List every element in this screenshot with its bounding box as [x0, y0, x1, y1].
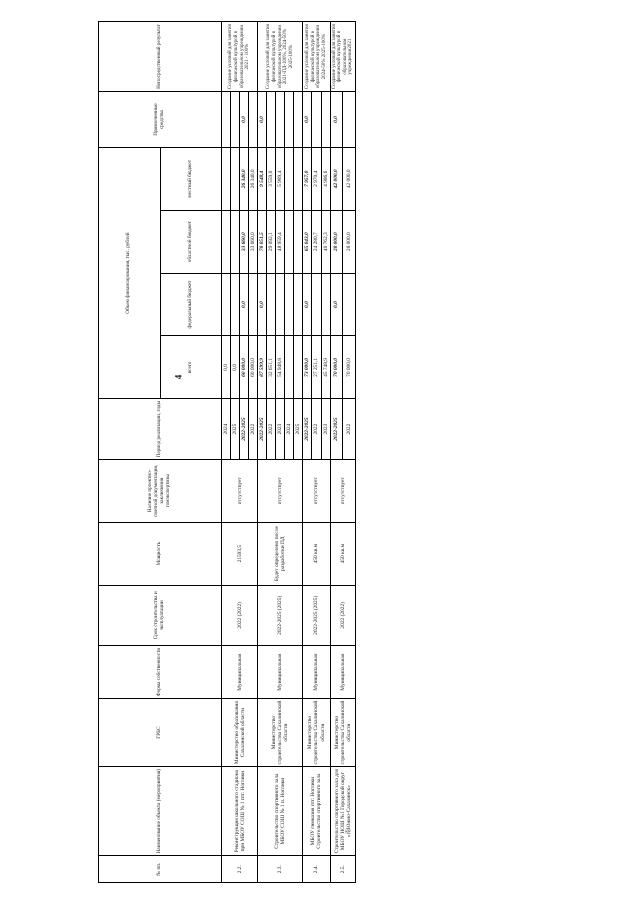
cell-federal: 0,0: [258, 273, 267, 336]
cell-federal: [343, 273, 356, 336]
cell-term: 2022 (2022): [222, 585, 258, 645]
cell-power: Будет определено после разработки ПД: [258, 522, 303, 585]
cell-ownership: Муниципальная: [222, 646, 258, 699]
cell-attracted: [267, 92, 276, 148]
cell-regional: [231, 210, 240, 273]
cell-total: 45 748,9: [321, 336, 330, 399]
table-row: [258, 22, 267, 883]
cell-period: 2024: [285, 399, 294, 459]
header-ownership: Форма собственности: [99, 646, 222, 699]
cell-period: 2022: [249, 399, 258, 459]
projects-financing-table: [98, 21, 356, 883]
cell-attracted: [294, 92, 303, 148]
cell-federal: [222, 273, 231, 336]
header-federal: федеральный бюджет: [160, 273, 222, 336]
header-term: Срок строительства и эксплуатации: [99, 585, 222, 645]
cell-regional: 40 762,3: [321, 210, 330, 273]
cell-federal: [267, 273, 276, 336]
cell-local: 42 000,0: [343, 147, 356, 210]
cell-name: Реконструкция школьного стадиона при МБОУ СОШ № 1 птг. Ноглики: [222, 766, 258, 855]
cell-period: 2022-2025: [258, 399, 267, 459]
cell-period: 2022-2025: [330, 399, 343, 459]
header-power: Мощность: [99, 522, 222, 585]
cell-federal: [321, 273, 330, 336]
cell-attracted: [312, 92, 321, 148]
table-row: [303, 22, 312, 883]
cell-local: 2 970,4: [312, 147, 321, 210]
cell-attracted: [231, 92, 240, 148]
cell-result: Создание условий для занятия физической культурой в образовательном учреждении 2021-ПД-100%, 2024-50% 2025-100%: [258, 22, 303, 92]
cell-total: 0,0: [231, 336, 240, 399]
cell-period: 2025: [294, 399, 303, 459]
cell-local: 5 989,4: [276, 147, 285, 210]
page-number: 4: [173, 374, 184, 380]
cell-grbs: Министерство строительства Сахалинской области: [303, 699, 330, 767]
cell-num: 2.5.: [330, 856, 355, 883]
table-head: [99, 22, 222, 883]
cell-total: 60 000,0: [240, 336, 249, 399]
cell-result: Создание условий для занятия физической культурой в образовательном учреждении 2021 - 100%: [222, 22, 258, 92]
cell-local: 26 340,0: [249, 147, 258, 210]
cell-total: 0,0: [222, 336, 231, 399]
cell-grbs: Министерство образования Сахалинской области: [222, 699, 258, 767]
cell-grbs: Министерство строительства Сахалинской области: [330, 699, 355, 767]
cell-regional: 65 043,0: [303, 210, 312, 273]
cell-result: Создание условий для занятия физической культурой в образовательном учреждении 2024-50% 2025-100%: [303, 22, 330, 92]
table-row: [222, 22, 231, 883]
cell-period: 2022-2025: [303, 399, 312, 459]
cell-ownership: Муниципальная: [258, 646, 303, 699]
cell-regional: [294, 210, 303, 273]
header-grbs: ГРБС: [99, 699, 222, 767]
cell-regional: [222, 210, 231, 273]
cell-total: 87 599,9: [258, 336, 267, 399]
cell-num: 2.4.: [303, 856, 330, 883]
cell-local: [285, 147, 294, 210]
cell-regional: 28 000,0: [343, 210, 356, 273]
cell-local: 42 000,0: [330, 147, 343, 210]
header-total: всего: [160, 336, 222, 399]
cell-federal: [285, 273, 294, 336]
cell-attracted: 0,0: [240, 92, 249, 148]
cell-grbs: Министерство строительства Сахалинской области: [258, 699, 303, 767]
cell-federal: [276, 273, 285, 336]
cell-local: 26 340,0: [240, 147, 249, 210]
cell-term: 2022-2025 (2025): [258, 585, 303, 645]
cell-total: 73 000,0: [303, 336, 312, 399]
cell-ownership: Муниципальная: [303, 646, 330, 699]
cell-documents: отсутствует: [258, 459, 303, 522]
header-period: Период реализации, годы: [99, 399, 222, 459]
header-financing-group: Объем финансирования, тыс. рублей: [99, 147, 161, 399]
cell-attracted: 0,0: [330, 92, 343, 148]
cell-federal: [312, 273, 321, 336]
cell-term: 2022 (2022): [330, 585, 355, 645]
cell-attracted: [276, 92, 285, 148]
cell-federal: 0,0: [303, 273, 312, 336]
cell-period: 2022: [312, 399, 321, 459]
cell-documents: отсутствует: [222, 459, 258, 522]
header-attracted: Привлеченные средства: [99, 92, 222, 148]
cell-documents: отсутствует: [330, 459, 355, 522]
cell-period: 2023: [276, 399, 285, 459]
cell-federal: [249, 273, 258, 336]
cell-attracted: [249, 92, 258, 148]
cell-total: [294, 336, 303, 399]
cell-attracted: [343, 92, 356, 148]
header-local: местный бюджет: [160, 147, 222, 210]
cell-regional: 78 051,5: [258, 210, 267, 273]
cell-total: 60 000,0: [249, 336, 258, 399]
cell-federal: [294, 273, 303, 336]
cell-period: 2023: [321, 399, 330, 459]
cell-period: 2022-2025: [240, 399, 249, 459]
cell-attracted: [222, 92, 231, 148]
table-header-row: [99, 22, 161, 883]
cell-local: [222, 147, 231, 210]
header-num: № пп.: [99, 856, 222, 883]
cell-total: [285, 336, 294, 399]
cell-local: 7 957,0: [303, 147, 312, 210]
cell-local: 4 986,6: [321, 147, 330, 210]
header-name: Наименование объекта (мероприятия): [99, 766, 222, 855]
cell-period: 2025: [231, 399, 240, 459]
cell-attracted: [285, 92, 294, 148]
cell-period: 2022: [343, 399, 356, 459]
table-body: [222, 22, 356, 883]
cell-power: 21593,5: [222, 522, 258, 585]
cell-documents: отсутствует: [303, 459, 330, 522]
cell-regional: 33 660,0: [240, 210, 249, 273]
cell-period: 2022: [267, 399, 276, 459]
cell-total: 27 251,1: [312, 336, 321, 399]
cell-attracted: 0,0: [303, 92, 312, 148]
cell-attracted: [321, 92, 330, 148]
cell-local: [294, 147, 303, 210]
cell-total: 70 000,0: [343, 336, 356, 399]
cell-power: 450 кв.м: [330, 522, 355, 585]
cell-federal: 0,0: [240, 273, 249, 336]
cell-total: 70 000,0: [330, 336, 343, 399]
cell-federal: 0,0: [330, 273, 343, 336]
header-documents: Наличие проектно-сметной документации, заключения гомэкспертизы: [99, 459, 222, 522]
cell-local: 3 559,0: [267, 147, 276, 210]
cell-regional: 24 280,7: [312, 210, 321, 273]
cell-result: Создание условий для занятия физической культурой в образовательном учреждении2021: [330, 22, 355, 92]
table-row: [330, 22, 343, 883]
cell-federal: [231, 273, 240, 336]
cell-num: 2.3.: [258, 856, 303, 883]
cell-num: 2.2.: [222, 856, 258, 883]
cell-period: 2024: [222, 399, 231, 459]
cell-power: 450 кв.м: [303, 522, 330, 585]
cell-term: 2022-2025 (2025): [303, 585, 330, 645]
cell-regional: 48 959,4: [276, 210, 285, 273]
cell-regional: [285, 210, 294, 273]
cell-regional: 29 092,1: [267, 210, 276, 273]
header-regional: областной бюджет: [160, 210, 222, 273]
cell-regional: 33 660,0: [249, 210, 258, 273]
cell-local: [231, 147, 240, 210]
cell-local: 9 548,4: [258, 147, 267, 210]
header-result: Непосредственный результат: [99, 22, 222, 92]
cell-name: МБОУ гимназия птг. Ноглики Строительство спортивного зала: [303, 766, 330, 855]
cell-attracted: 0,0: [258, 92, 267, 148]
cell-total: 54 948,8: [276, 336, 285, 399]
cell-total: 32 651,1: [267, 336, 276, 399]
cell-name: Строительство спортивного зала МБОУ СОШ № 1 п. Ноглики: [258, 766, 303, 855]
cell-name: Строительство спортивного зала для МБОУ НОШ №1 Городской округ «南Южно-Сахалинск»: [330, 766, 355, 855]
cell-regional: 28 000,0: [330, 210, 343, 273]
cell-ownership: Муниципальная: [330, 646, 355, 699]
